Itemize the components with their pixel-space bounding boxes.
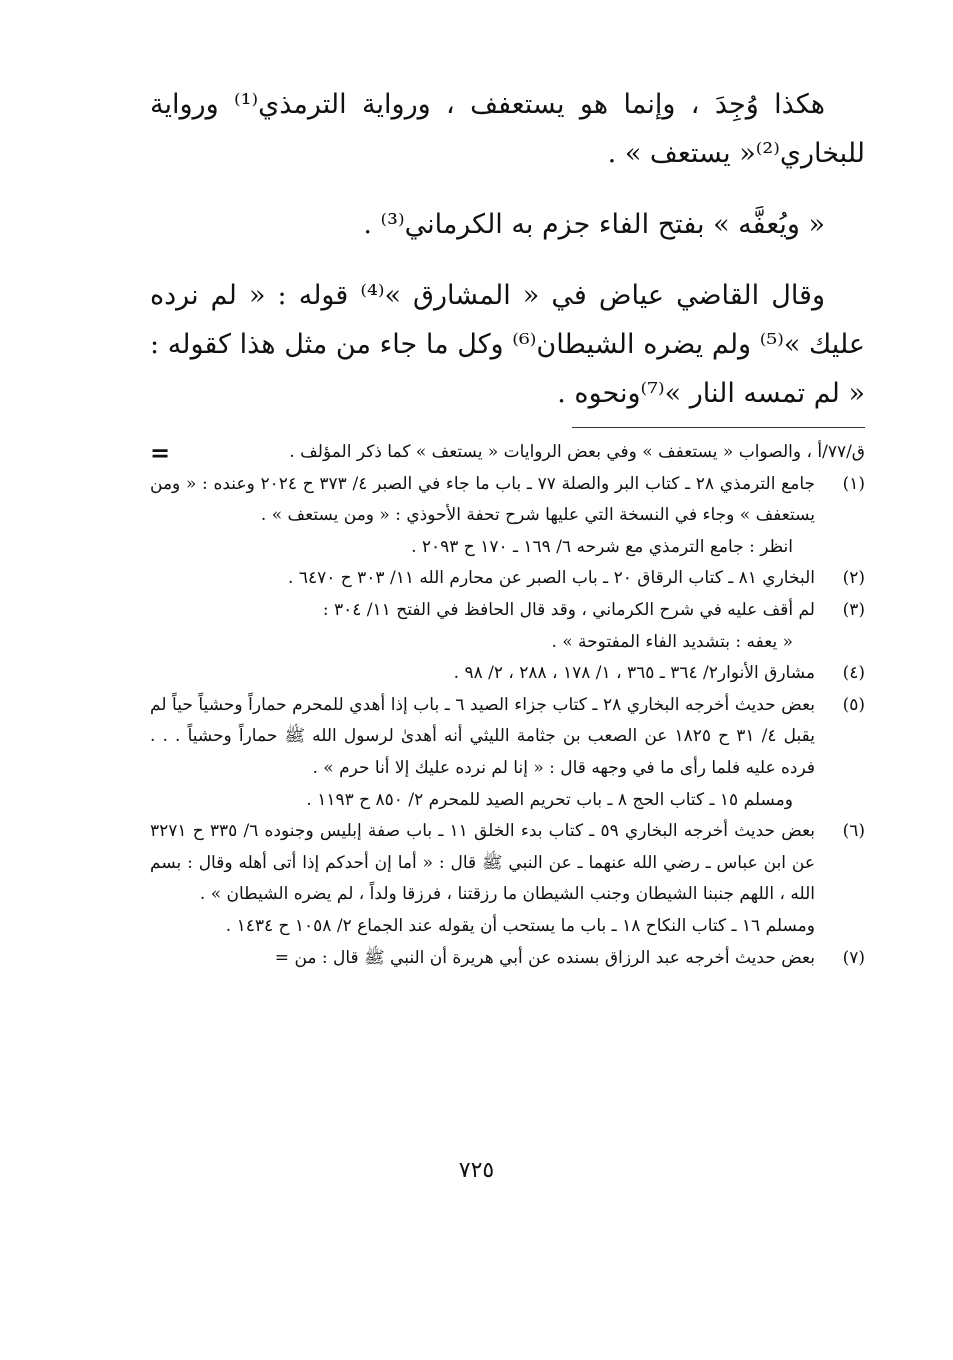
footnote-number: (٢) (842, 568, 865, 589)
footnote-7 (150, 943, 865, 975)
page-number: ٧٢٥ (458, 1158, 495, 1183)
footnote-5-sub: ومسلم ١٥ ـ كتاب الحج ٨ ـ باب تحريم الصيد للمحرم ٢/ ٨٥٠ ح ١١٩٣ . (306, 789, 793, 810)
paragraph-1: هكذا وُجِدَ ، وإنما هو يستعفف ، ورواية الترمذي⁽¹⁾ ورواية للبخاري⁽²⁾« يستعف » . (150, 89, 865, 169)
footnote-text: مشارق الأنوار٢/ ٣٦٤ ـ ٣٦٥ ، ١/ ١٧٨ ، ٢٨٨ ، ٢/ ٩٨ . (453, 663, 815, 684)
footnote-continuation-text: ق/٧٧/أ ، والصواب « يستعفف » وفي بعض الروايات « يستعف » كما ذكر المؤلف . (289, 442, 865, 462)
footnote-number: (٦) (842, 821, 865, 842)
footnote-number: (٥) (842, 694, 865, 715)
footnote-separator (572, 427, 865, 428)
footnote-text: جامع الترمذي ٢٨ ـ كتاب البر والصلة ٧٧ ـ باب ما جاء في الصبر ٤/ ٣٧٣ ح ٢٠٢٤ وعنده : « ومن يستعفف » وجاء في النسخة التي عليها شرح تحفة الأحوذي : « ومن يستعف » . (150, 473, 816, 526)
footnote-number: (٤) (842, 663, 865, 684)
footnote-1 (150, 469, 865, 532)
footnote-number: (٣) (842, 599, 865, 620)
footnote-3-sub: « يعفه : بتشديد الفاء المفتوحة » . (551, 631, 793, 652)
continuation-mark: = (150, 438, 171, 467)
footnote-6-sub: ومسلم ١٦ ـ كتاب النكاح ١٨ ـ باب ما يستحب أن يقوله عند الجماع ٢/ ١٠٥٨ ح ١٤٣٤ . (225, 915, 815, 936)
footnote-text: لم أقف عليه في شرح الكرماني ، وقد قال الحافظ في الفتح ١١/ ٣٠٤ : (322, 599, 815, 620)
footnote-5 (150, 690, 865, 785)
footnote-number: (١) (842, 473, 865, 494)
footnote-2 (150, 563, 865, 595)
footnotes (150, 437, 865, 974)
footnote-1-sub: انظر : جامع الترمذي مع شرحه ٦/ ١٦٩ ـ ١٧٠ ح ٢٠٩٣ . (411, 536, 793, 557)
footnote-4 (150, 658, 865, 690)
paragraph-2: « ويُعفَّه » بفتح الفاء جزم به الكرماني⁽³⁾ . (363, 209, 825, 240)
footnote-text: بعض حديث أخرجه عبد الرزاق بسنده عن أبي هريرة أن النبي ﷺ قال : من = (274, 947, 815, 968)
footnote-6 (150, 816, 865, 911)
footnote-continuation (150, 437, 865, 469)
footnote-text: بعض حديث أخرجه البخاري ٢٨ ـ كتاب جزاء الصيد ٦ ـ باب إذا أهدي للمحرم حماراً وحشياً حياً لم يقبل ٤/ ٣١ ح ١٨٢٥ عن الصعب بن جثامة الليثي أنه أهدىٰ لرسول الله ﷺ حماراً وحشياً . . . فرده عليه فلما رأى ما في وجهه قال : « إنا لم نرده عليك إلا أنا حرم » . (150, 694, 816, 778)
footnote-number: (٧) (842, 947, 865, 968)
footnote-text: البخاري ٨١ ـ كتاب الرقاق ٢٠ ـ باب الصبر عن محارم الله ١١/ ٣٠٣ ح ٦٤٧٠ . (288, 568, 815, 589)
footnote-3 (150, 595, 865, 627)
footnote-text: بعض حديث أخرجه البخاري ٥٩ ـ كتاب بدء الخلق ١١ ـ باب صفة إبليس وجنوده ٦/ ٣٣٥ ح ٣٢٧١ عن ابن عباس ـ رضي الله عنهما ـ عن النبي ﷺ قال : « أما إن أحدكم إذا أتى أهله وقال : بسم الله ، اللهم جنبنا الشيطان وجنب الشيطان ما رزقتنا ، فرزقا ولداً ، لم يضره الشيطان » . (150, 821, 815, 905)
paragraph-3: وقال القاضي عياض في « المشارق »⁽⁴⁾ قوله : « لم نرده عليك »⁽⁵⁾ ولم يضره الشيطان⁽⁶⁾ وكل ما جاء من مثل هذا كقوله : « لم تمسه النار »⁽⁷⁾ونحوه . (150, 280, 865, 409)
main-text (150, 80, 865, 418)
